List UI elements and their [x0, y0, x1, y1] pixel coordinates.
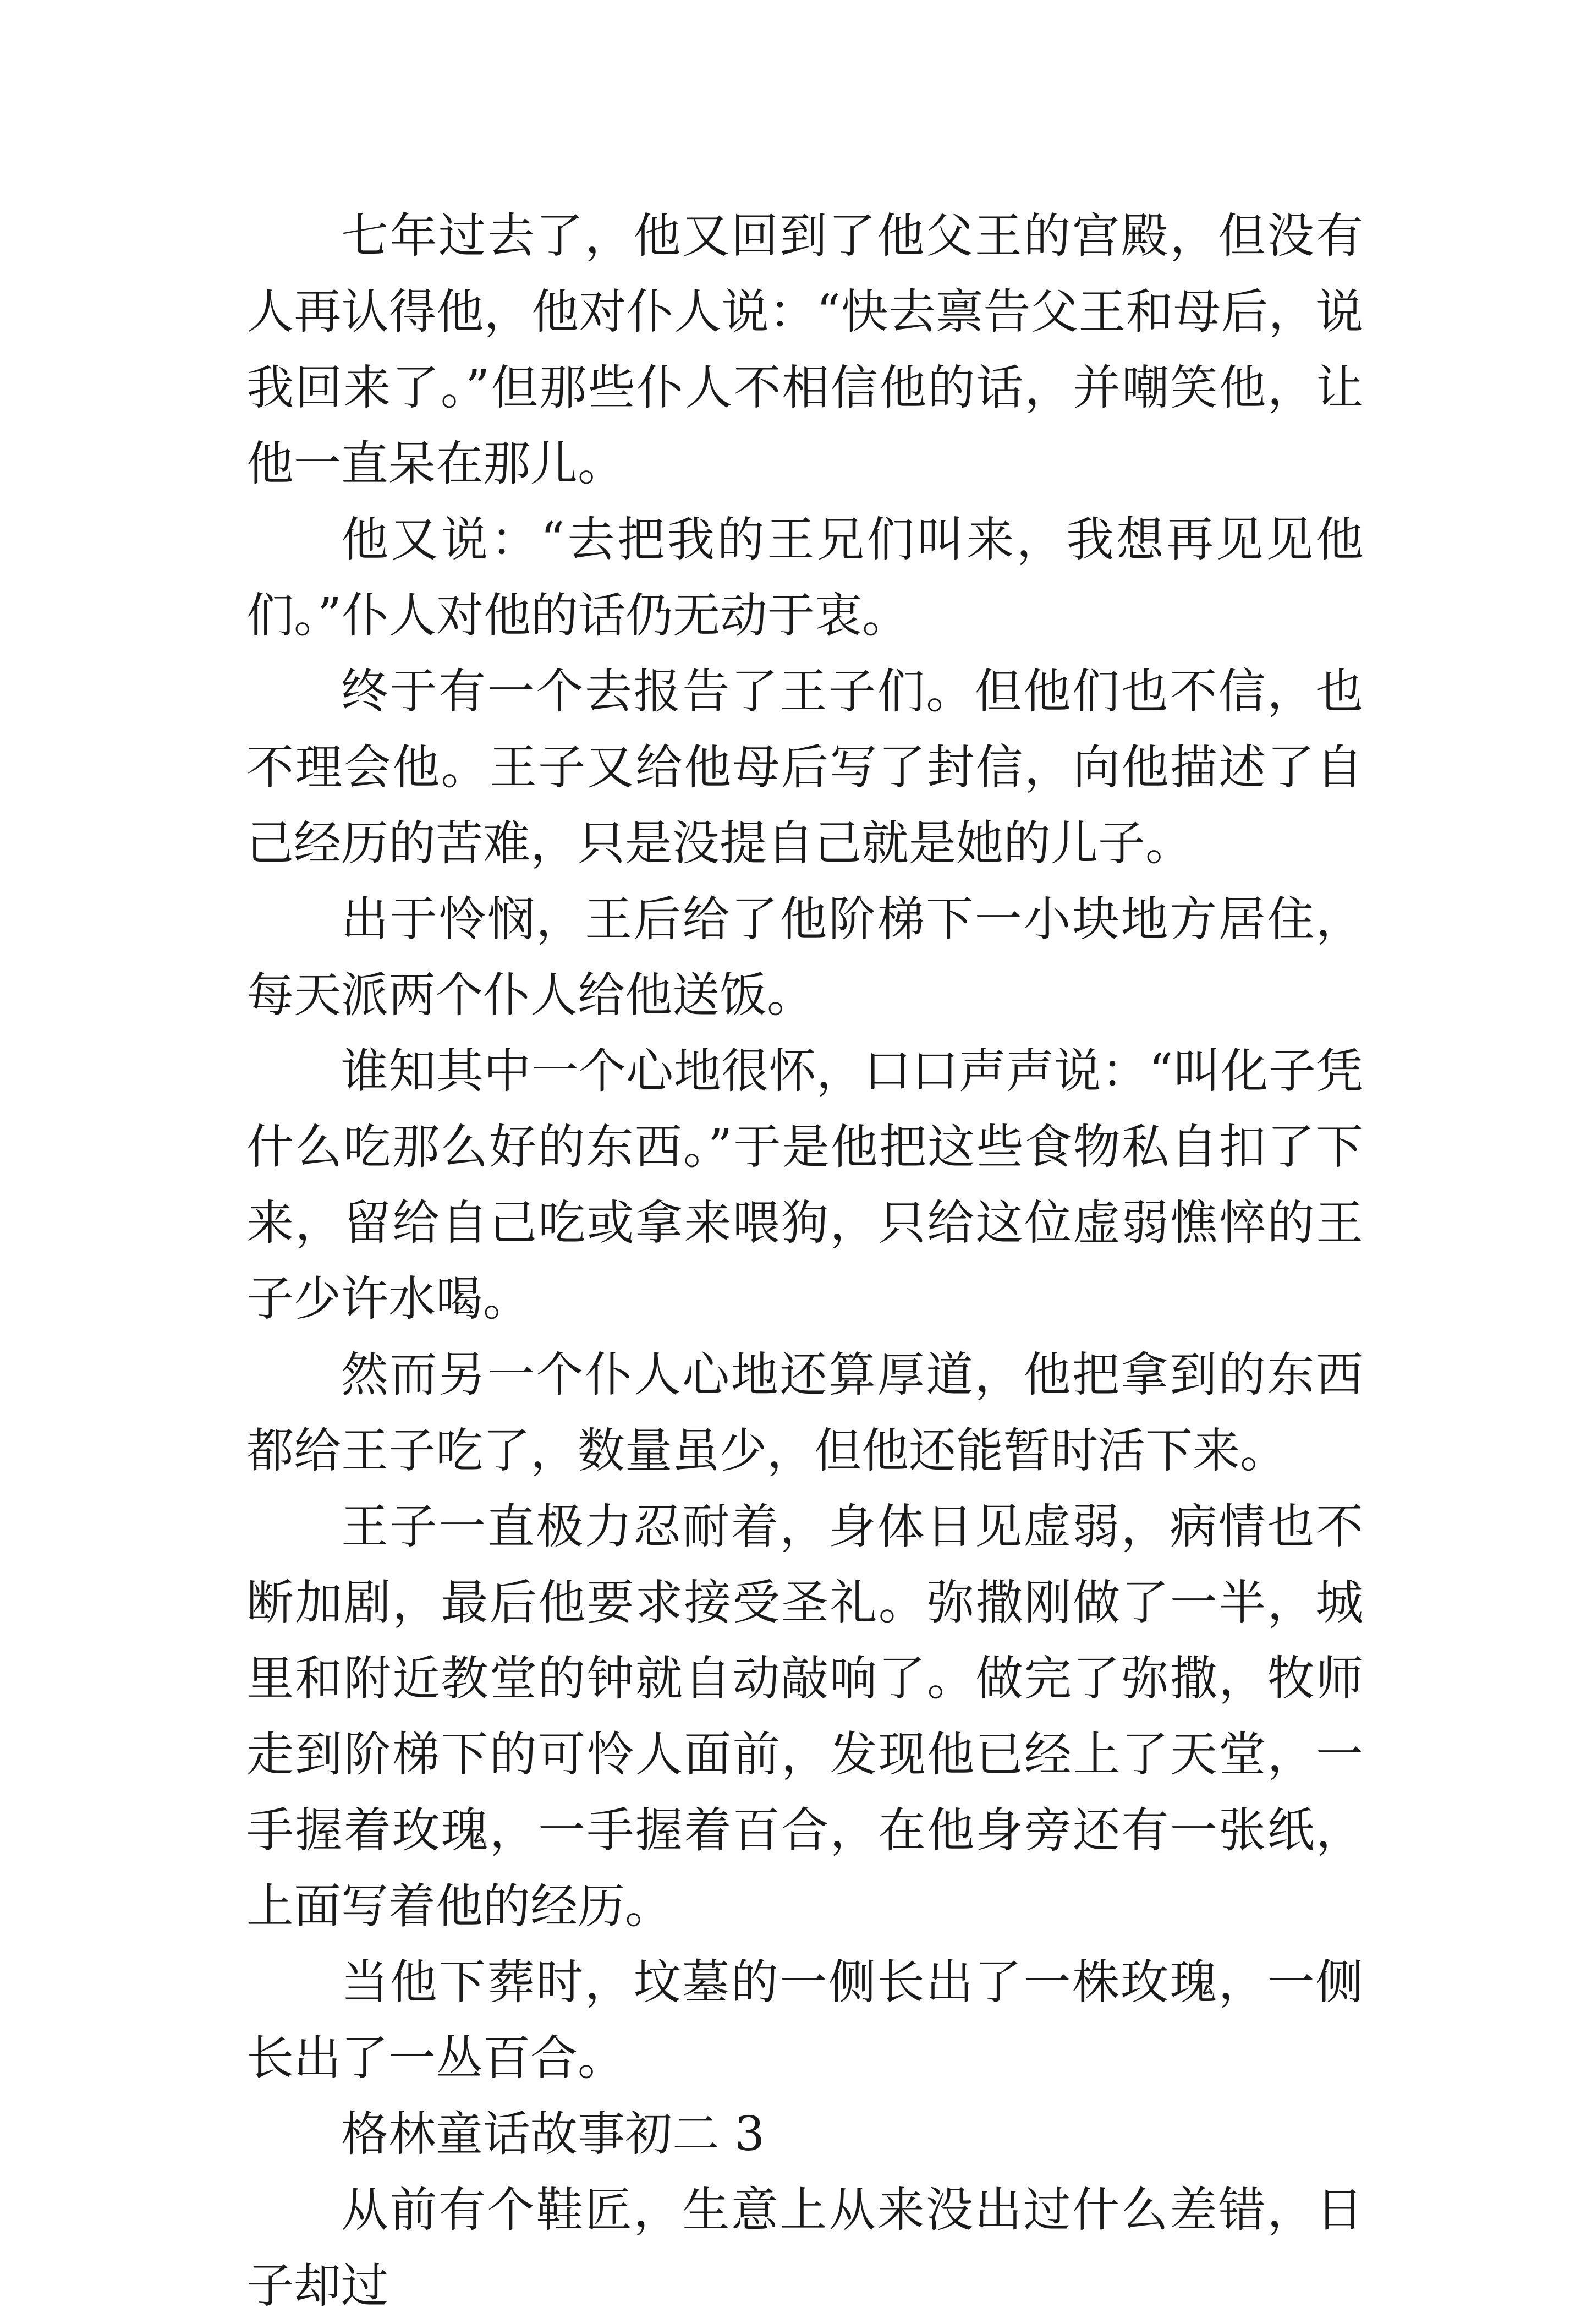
paragraph-8: 当他下葬时，坟墓的一侧长出了一株玫瑰，一侧长出了一丛百合。	[246, 1955, 1363, 2086]
paragraph-2: 他又说：“去把我的王兄们叫来，我想再见见他们。”仆人对他的话仍无动于衷。	[246, 512, 1363, 643]
paragraph-9: 从前有个鞋匠，生意上从来没出过什么差错，日子却过	[246, 2183, 1363, 2314]
paragraph-1: 七年过去了，他又回到了他父王的宫殿，但没有人再认得他，他对仆人说：“快去禀告父王和母后，说我回来了。”但那些仆人不相信他的话，并嘲笑他，让他一直呆在那儿。	[246, 209, 1363, 491]
paragraph-5: 谁知其中一个心地很怀，口口声声说：“叫化子凭什么吃那么好的东西。”于是他把这些食物私自扣了下来，留给自己吃或拿来喂狗，只给这位虚弱憔悴的王子少许水喝。	[246, 1044, 1363, 1327]
paragraph-3: 终于有一个去报告了王子们。但他们也不信，也不理会他。王子又给他母后写了封信，向他描述了自己经历的苦难，只是没提自己就是她的儿子。	[246, 664, 1363, 871]
paragraph-4: 出于怜悯，王后给了他阶梯下一小块地方居住，每天派两个仆人给他送饭。	[246, 892, 1363, 1023]
paragraph-6: 然而另一个仆人心地还算厚道，他把拿到的东西都给王子吃了，数量虽少，但他还能暂时活下来。	[246, 1347, 1363, 1478]
document-body	[246, 198, 1363, 2324]
paragraph-7: 王子一直极力忍耐着，身体日见虚弱，病情也不断加剧，最后他要求接受圣礼。弥撒刚做了一半，城里和附近教堂的钟就自动敲响了。做完了弥撒，牧师走到阶梯下的可怜人面前，发现他已经上了天堂，一手握着玫瑰，一手握着百合，在他身旁还有一张纸，上面写着他的经历。	[246, 1499, 1363, 1934]
section-heading: 格林童话故事初二 3	[341, 2107, 765, 2162]
